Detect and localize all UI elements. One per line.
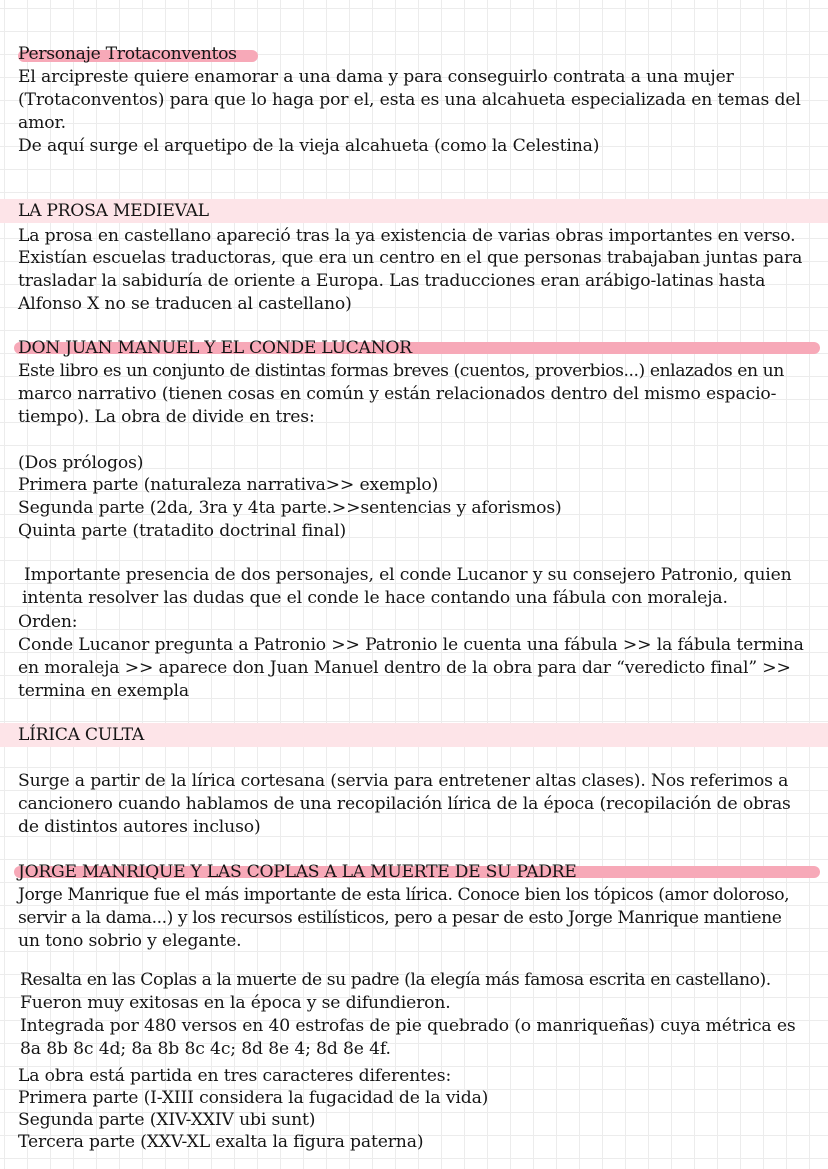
- section-heading-lirica: LÍRICA CULTA: [18, 725, 144, 745]
- paragraph-line: El arcipreste quiere enamorar a una dama y para conseguirlo contrata a una mujer: [18, 67, 734, 87]
- list-item: Primera parte (naturaleza narrativa>> exemplo): [18, 475, 439, 495]
- paragraph-line: (Trotaconventos) para que lo haga por el, esta es una alcahueta especializada en temas del: [18, 90, 801, 110]
- paragraph-line: tiempo). La obra de divide en tres:: [18, 407, 315, 427]
- paragraph-line: Fueron muy exitosas en la época y se difundieron.: [20, 993, 451, 1013]
- paragraph-line: un tono sobrio y elegante.: [18, 931, 242, 951]
- paragraph-line: Alfonso X no se traducen al castellano): [18, 294, 352, 314]
- paragraph-line: Integrada por 480 versos en 40 estrofas de pie quebrado (o manriqueñas) cuya métrica es: [20, 1016, 796, 1036]
- paragraph-line: en moraleja >> aparece don Juan Manuel dentro de la obra para dar “veredicto final” >>: [18, 658, 791, 678]
- paragraph-line: cancionero cuando hablamos de una recopilación lírica de la época (recopilación de obras: [18, 794, 791, 814]
- paragraph-line: termina en exempla: [18, 681, 189, 701]
- list-item: Primera parte (I-XIII considera la fugacidad de la vida): [18, 1088, 489, 1108]
- paragraph-line: Jorge Manrique fue el más importante de esta lírica. Conoce bien los tópicos (amor doloroso,: [18, 885, 790, 905]
- paragraph-line: de distintos autores incluso): [18, 817, 261, 837]
- list-item: Quinta parte (tratadito doctrinal final): [18, 521, 347, 541]
- paragraph-line: Surge a partir de la lírica cortesana (servia para entretener altas clases). Nos referimos a: [18, 771, 789, 791]
- paragraph-line: De aquí surge el arquetipo de la vieja alcahueta (como la Celestina): [18, 136, 600, 156]
- paragraph-line: servir a la dama...) y los recursos estilísticos, pero a pesar de esto Jorge Manrique mantiene: [18, 908, 782, 928]
- paragraph-line: Resalta en las Coplas a la muerte de su padre (la elegía más famosa escrita en castellano).: [20, 970, 771, 990]
- paragraph-line: La obra está partida en tres caracteres diferentes:: [18, 1066, 452, 1086]
- paragraph-line: amor.: [18, 113, 66, 133]
- section-heading-prosa: LA PROSA MEDIEVAL: [18, 201, 209, 221]
- list-item: Segunda parte (2da, 3ra y 4ta parte.>>sentencias y aforismos): [18, 498, 562, 518]
- list-item: (Dos prólogos): [18, 453, 144, 473]
- section-heading-manrique: JORGE MANRIQUE Y LAS COPLAS A LA MUERTE DE SU PADRE: [18, 862, 577, 882]
- paragraph-line: intenta resolver las dudas que el conde le hace contando una fábula con moraleja.: [22, 588, 728, 608]
- list-item: Tercera parte (XXV-XL exalta la figura paterna): [18, 1132, 424, 1152]
- paragraph-line: La prosa en castellano apareció tras la ya existencia de varias obras importantes en verso.: [18, 226, 796, 246]
- order-label: Orden:: [18, 612, 78, 632]
- section-heading-trotaconventos: Personaje Trotaconventos: [18, 44, 237, 64]
- paragraph-line: Conde Lucanor pregunta a Patronio >> Patronio le cuenta una fábula >> la fábula termina: [18, 635, 804, 655]
- paragraph-line: marco narrativo (tienen cosas en común y están relacionados dentro del mismo espacio-: [18, 384, 777, 404]
- paragraph-line: Existían escuelas traductoras, que era un centro en el que personas trabajaban juntas para: [18, 248, 803, 268]
- paragraph-line: Importante presencia de dos personajes, el conde Lucanor y su consejero Patronio, quien: [24, 565, 792, 585]
- section-heading-lucanor: DON JUAN MANUEL Y EL CONDE LUCANOR: [18, 338, 412, 358]
- paragraph-line: trasladar la sabiduría de oriente a Europa. Las traducciones eran arábigo-latinas hasta: [18, 271, 766, 291]
- paragraph-line: 8a 8b 8c 4d; 8a 8b 8c 4c; 8d 8e 4; 8d 8e 4f.: [20, 1039, 391, 1059]
- list-item: Segunda parte (XIV-XXIV ubi sunt): [18, 1110, 316, 1130]
- paragraph-line: Este libro es un conjunto de distintas formas breves (cuentos, proverbios...) enlazados en un: [18, 361, 784, 381]
